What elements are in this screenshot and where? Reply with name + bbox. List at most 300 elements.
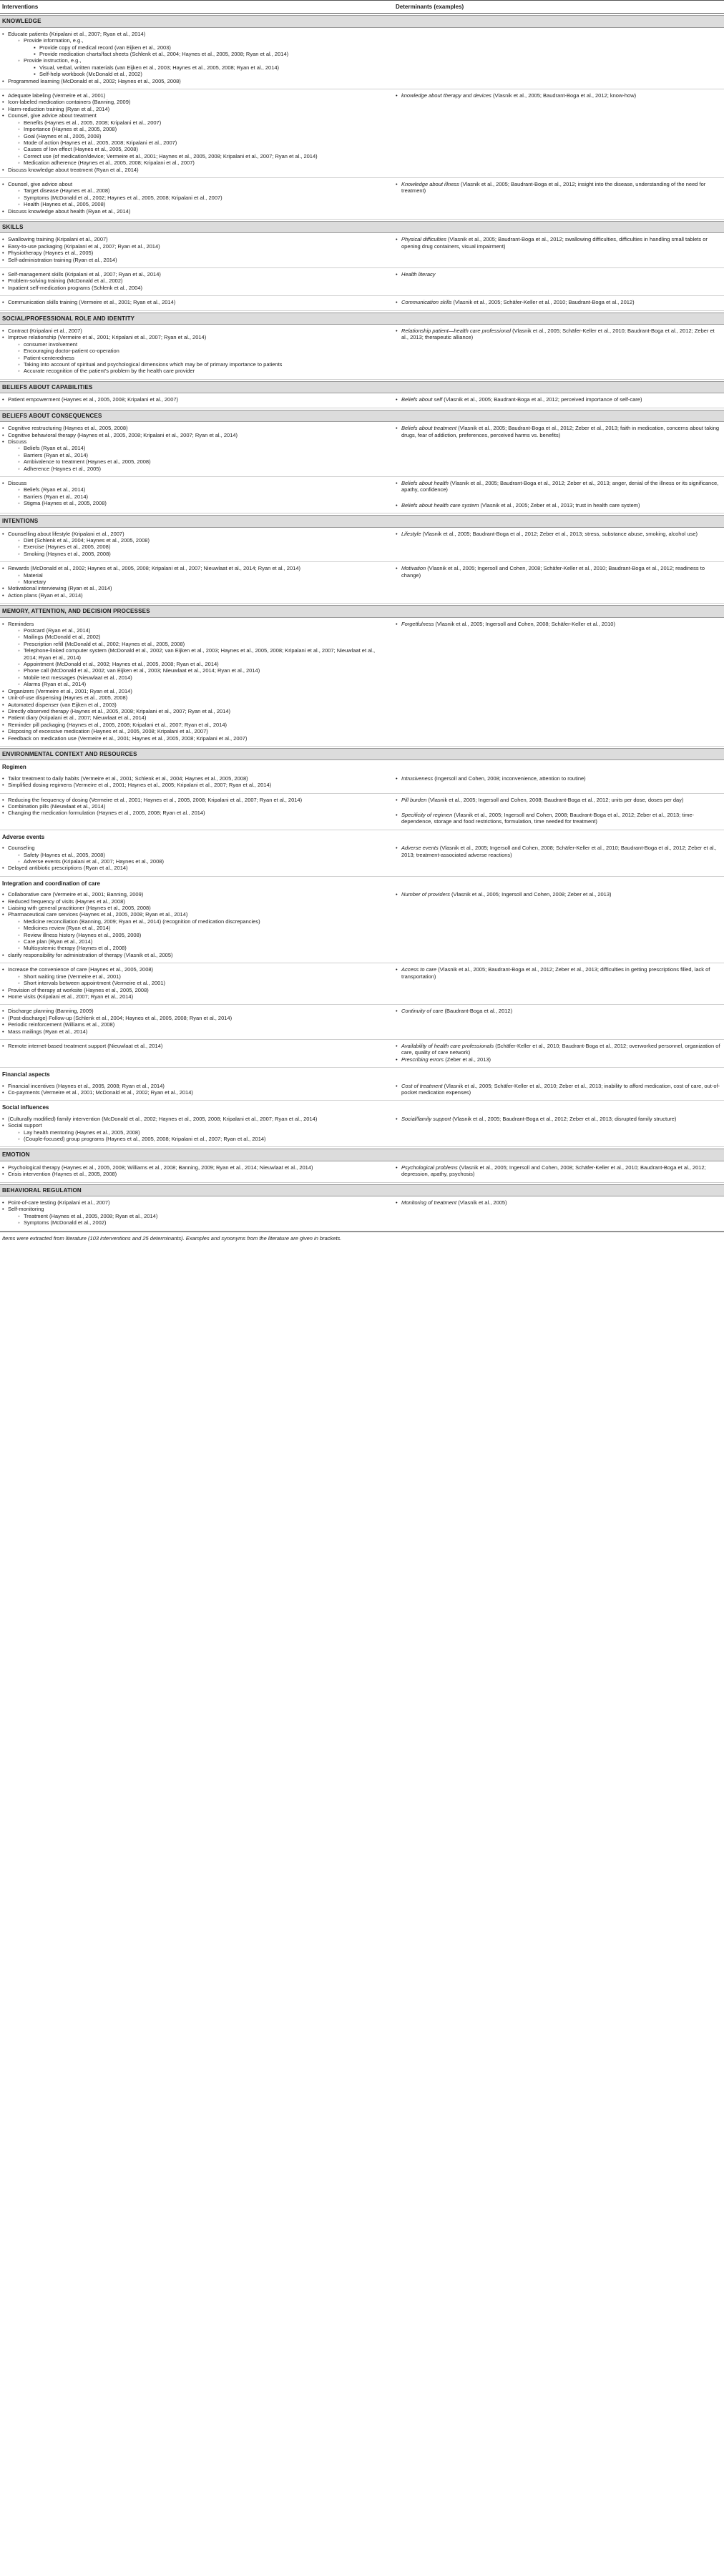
list-item-text: Provide copy of medical record (van Eijken et al., 2003) xyxy=(39,44,171,51)
list-item xyxy=(18,159,386,166)
list-item-text: Lay health mentoring (Haynes et al., 2005, 2008) xyxy=(24,1129,140,1136)
list-item-text: Automated dispenser (van Eijken et al., 2003) xyxy=(8,701,117,708)
determinant-group xyxy=(396,1083,722,1096)
determinant-text: Forgetfulness (Vlasnik et al., 2005; Ingersoll and Cohen, 2008; Schäfer-Keller et al., 2010) xyxy=(401,620,615,627)
determinant-group xyxy=(396,425,722,438)
determinant-item xyxy=(396,565,722,579)
determinant-text: Beliefs about health (Vlasnik et al., 2005; Baudrant-Boga et al., 2012; Zeber et al., 2013; anger, denial of the illness or its significance, apathy, confidence) xyxy=(401,479,719,493)
list-item xyxy=(18,661,386,667)
determinant-group xyxy=(396,181,722,195)
interventions-cell xyxy=(2,236,396,263)
list-item xyxy=(34,44,386,51)
determinant-text: Continuity of care (Baudrant-Boga et al., 2012) xyxy=(401,1008,513,1015)
list-item xyxy=(18,667,386,674)
list-item-text: Beliefs (Ryan et al., 2014) xyxy=(24,445,86,452)
list-item xyxy=(2,31,386,78)
list-item xyxy=(18,368,386,374)
table-row xyxy=(0,178,724,220)
list-item xyxy=(18,466,386,472)
determinant-group xyxy=(396,845,722,858)
interventions-cell xyxy=(2,480,396,508)
list-item xyxy=(2,585,386,591)
determinants-cell xyxy=(396,621,722,742)
list-item-text: Problem-solving training (McDonald et al., 2002) xyxy=(8,277,123,285)
determinant-list xyxy=(396,1164,722,1178)
determinant-list xyxy=(396,1043,722,1063)
table-row xyxy=(0,422,724,477)
list-item-text: Correct use (of medication/device; Vermeire et al., 2001; Haynes et al., 2005, 2008; Kripalani et al., 2007; Ryan et al., 2014) xyxy=(24,152,318,159)
list-item xyxy=(2,728,386,734)
determinant-group xyxy=(396,1008,722,1014)
interventions-cell xyxy=(2,775,396,789)
list-item-text: Pharmaceutical care services (Haynes et al., 2005, 2008; Ryan et al., 2014) xyxy=(8,911,188,918)
determinant-list xyxy=(396,1083,722,1096)
determinant-item xyxy=(396,812,722,825)
determinant-text: Knowledge about illness (Vlasnik et al., 2005; Baudrant-Boga et al., 2012; insight into the disease, understanding of the need for treatment) xyxy=(401,180,706,195)
list-item-text: Self-help workbook (McDonald et al., 2002) xyxy=(39,71,142,78)
list-item-text: Financial incentives (Haynes et al., 2005, 2008; Ryan et al., 2014) xyxy=(8,1082,165,1089)
interventions-cell xyxy=(2,92,396,173)
determinant-list xyxy=(396,621,722,627)
bullet-list xyxy=(2,92,386,173)
determinant-item xyxy=(396,531,722,537)
determinant-text: Access to care (Vlasnik et al., 2005; Baudrant-Boga et al., 2012; Zeber et al., 2013; difficulties in getting prescriptions filled, lack of transportation) xyxy=(401,966,710,980)
sub-list xyxy=(18,486,386,506)
determinant-text: Beliefs about self (Vlasnik et al., 2005; Baudrant-Boga et al., 2012; perceived importance of self-care) xyxy=(401,396,642,403)
list-item-text: Material xyxy=(24,571,43,579)
determinant-item xyxy=(396,1043,722,1056)
list-item xyxy=(2,1028,386,1035)
list-item xyxy=(2,250,386,256)
list-item-text: Crisis intervention (Haynes et al., 2005, 2008) xyxy=(8,1171,117,1178)
list-item-text: Discharge planning (Banning, 2009) xyxy=(8,1008,94,1015)
list-item-text: Reminder pill packaging (Haynes et al., 2005, 2008; Kripalani et al., 2007; Ryan et al., 2014) xyxy=(8,721,228,728)
list-item-text: Self-monitoring xyxy=(8,1206,44,1213)
list-item-text: Psychological therapy (Haynes et al., 2005, 2008; Williams et al., 2008; Banning, 2009; Ryan et al., 2014; Nieuwlaat et al., 2014) xyxy=(8,1164,313,1171)
sub-list xyxy=(18,445,386,472)
list-item-text: Discuss xyxy=(8,479,27,486)
interventions-cell xyxy=(2,31,396,84)
determinants-cell xyxy=(396,1043,722,1063)
bullet-list xyxy=(2,531,386,558)
determinant-text: Adverse events (Vlasnik et al., 2005; Ingersoll and Cohen, 2008; Schäfer-Keller et al., 2010; Baudrant-Boga et al., 2012; Zeber et al., 2013; treatment-associated adverse reactions) xyxy=(401,845,717,858)
list-item-text: Prescription refill (McDonald et al., 2002; Haynes et al., 2005, 2008) xyxy=(24,640,185,647)
list-item-text: consumer involvement xyxy=(24,340,78,348)
list-item-text: Medicine reconciliation (Banning, 2009; Ryan et al., 2014) (recognition of medication discrepancies) xyxy=(24,918,260,925)
determinant-list xyxy=(396,1116,722,1122)
determinants-cell xyxy=(396,891,722,958)
list-item-text: Safety (Haynes et al., 2005, 2008) xyxy=(24,851,105,858)
list-item xyxy=(2,99,386,105)
determinant-item xyxy=(396,92,722,99)
list-item-text: Health (Haynes et al., 2005, 2008) xyxy=(24,201,106,208)
list-item xyxy=(18,195,386,201)
list-item-text: Monetary xyxy=(24,579,47,585)
list-item-text: Co-payments (Vermeire et al., 2001; McDonald et al., 2002; Ryan et al., 2014) xyxy=(8,1088,193,1096)
list-item xyxy=(18,537,386,544)
list-item-text: Collaborative care (Vermeire et al., 2001; Banning, 2009) xyxy=(8,891,144,898)
list-item-text: (Post-discharge) Follow-up (Schlenk et al., 2004; Haynes et al., 2005, 2008; Ryan et al., 2014) xyxy=(8,1014,233,1021)
list-item xyxy=(34,64,386,71)
table-row xyxy=(0,268,724,296)
section-heading: BELIEFS ABOUT CONSEQUENCES xyxy=(0,410,724,422)
list-item-text: Reduced frequency of visits (Haynes et al., 2008) xyxy=(8,898,125,905)
table-row xyxy=(0,393,724,408)
table-body xyxy=(0,15,724,1231)
list-item xyxy=(18,634,386,640)
list-item-text: Mode of action (Haynes et al., 2005, 2008; Kripalani et al., 2007) xyxy=(24,139,177,146)
bullet-list xyxy=(2,31,386,84)
list-item-text: Provide information, e.g., xyxy=(24,37,84,44)
determinant-text: Number of providers (Vlasnik et al., 2005; Ingersoll and Cohen, 2008; Zeber et al., 2013) xyxy=(401,891,612,898)
interventions-cell xyxy=(2,966,396,1000)
determinant-item xyxy=(396,1056,722,1063)
bullet-list xyxy=(2,480,386,507)
list-item xyxy=(18,37,386,57)
determinant-text: Prescribing errors (Zeber et al., 2013) xyxy=(401,1056,491,1063)
list-item-text: Benefits (Haynes et al., 2005, 2008; Kripalani et al., 2007) xyxy=(24,119,162,126)
list-item-text: Patient diary (Kripalani et al., 2007; Nieuwlaat et al., 2014) xyxy=(8,714,147,722)
list-item xyxy=(34,71,386,77)
list-item-text: Medicines review (Ryan et al., 2014) xyxy=(24,925,111,932)
list-item-text: Barriers (Ryan et al., 2014) xyxy=(24,451,89,458)
list-item-text: Discuss knowledge about treatment (Ryan et al., 2014) xyxy=(8,166,139,173)
determinant-list xyxy=(396,425,722,438)
determinants-cell xyxy=(396,1199,722,1226)
list-item xyxy=(2,735,386,742)
list-item-text: Discuss xyxy=(8,438,27,445)
list-item-text: Simplified dosing regimens (Vermeire et al., 2001; Haynes et al., 2005; Kripalani et al., 2007; Ryan et al., 2014) xyxy=(8,782,272,789)
list-item xyxy=(2,911,386,951)
list-item-text: Barriers (Ryan et al., 2014) xyxy=(24,493,89,500)
list-item xyxy=(18,980,386,986)
list-item xyxy=(2,708,386,714)
determinant-text: Psychological problems (Vlasnik et al., 2005; Ingersoll and Cohen, 2008; Schäfer-Keller et al., 2010; Baudrant-Boga et al., 2012; depression, apathy, psychosis) xyxy=(401,1164,706,1178)
determinant-text: Monitoring of treatment (Vlasnik et al., 2005) xyxy=(401,1199,507,1206)
list-item xyxy=(18,452,386,458)
determinant-list xyxy=(396,271,722,277)
list-item-text: Mobile text messages (Nieuwlaat et al., 2014) xyxy=(24,674,132,681)
interventions-cell xyxy=(2,425,396,472)
list-item xyxy=(2,797,386,803)
list-item xyxy=(2,987,386,993)
determinant-list xyxy=(396,531,722,537)
list-item-text: Directly observed therapy (Haynes et al., 2005, 2008; Kripalani et al., 2007; Ryan et al., 2014) xyxy=(8,707,231,714)
list-item xyxy=(2,432,386,438)
bullet-list xyxy=(2,845,386,872)
list-item xyxy=(2,271,386,277)
list-item-text: Home visits (Kripalani et al., 2007; Ryan et al., 2014) xyxy=(8,993,134,1000)
list-item-text: Cognitive behavioral therapy (Haynes et al., 2005, 2008; Kripalani et al., 2007; Ryan et al., 2014) xyxy=(8,431,238,438)
determinants-cell xyxy=(396,181,722,215)
determinant-item xyxy=(396,1164,722,1178)
bullet-list xyxy=(2,396,386,403)
list-item xyxy=(18,139,386,146)
subsection-heading: Regimen xyxy=(2,764,26,771)
list-item xyxy=(2,865,386,871)
list-item xyxy=(2,722,386,728)
determinant-group xyxy=(396,797,722,825)
list-item xyxy=(34,51,386,57)
interventions-cell xyxy=(2,396,396,403)
table-row xyxy=(0,618,724,747)
list-item-text: Counsel, give advice about treatment xyxy=(8,112,97,119)
interventions-cell xyxy=(2,1043,396,1063)
determinants-cell xyxy=(396,1083,722,1096)
list-item xyxy=(18,493,386,500)
determinant-text: Motivation (Vlasnik et al., 2005; Ingersoll and Cohen, 2008; Schäfer-Keller et al., 2010; Baudrant-Boga et al., 2012; readiness to change) xyxy=(401,565,705,579)
list-item xyxy=(2,702,386,708)
bullet-list xyxy=(2,299,386,305)
sub-list xyxy=(34,44,386,58)
list-item-text: Goal (Haynes et al., 2005, 2008) xyxy=(24,132,102,139)
section-heading: SKILLS xyxy=(0,221,724,233)
list-item-text: Action plans (Ryan et al., 2014) xyxy=(8,591,83,599)
list-item-text: Stigma (Haynes et al., 2005, 2008) xyxy=(24,500,107,507)
list-item-text: Adverse events (Kripalani et al., 2007; Haynes et al., 2008) xyxy=(24,858,164,865)
list-item xyxy=(2,112,386,166)
bullet-list xyxy=(2,775,386,789)
determinant-text: Communication skills (Vlasnik et al., 2005; Schäfer-Keller et al., 2010; Baudrant-Boga et al., 2012) xyxy=(401,299,635,306)
list-item xyxy=(18,146,386,152)
list-item xyxy=(2,714,386,721)
list-item xyxy=(18,852,386,858)
table-row xyxy=(0,28,724,89)
determinant-item xyxy=(396,775,722,782)
list-item-text: Symptoms (McDonald et al., 2002; Haynes et al., 2005, 2008; Kripalani et al., 2007) xyxy=(24,194,222,201)
list-item xyxy=(2,243,386,250)
list-item xyxy=(18,641,386,647)
list-item xyxy=(2,898,386,905)
determinant-text: Health literacy xyxy=(401,271,436,277)
list-item xyxy=(18,341,386,348)
list-item-text: Accurate recognition of the patient's problem by the health care provider xyxy=(24,368,195,375)
determinants-cell xyxy=(396,1164,722,1178)
list-item xyxy=(2,181,386,208)
spacer xyxy=(396,803,722,812)
table-row xyxy=(0,528,724,563)
sub-list xyxy=(18,852,386,865)
determinants-cell xyxy=(396,531,722,558)
list-item-text: Remote internet-based treatment support (Nieuwlaat et al., 2014) xyxy=(8,1042,163,1049)
table-row xyxy=(0,325,724,380)
bullet-list xyxy=(2,1043,386,1049)
table-row xyxy=(0,233,724,268)
list-item-text: Swallowing training (Kripalani et al., 2007) xyxy=(8,236,108,243)
determinant-item xyxy=(396,480,722,493)
section-heading: EMOTION xyxy=(0,1149,724,1161)
list-item xyxy=(2,396,386,403)
determinant-text: Specificity of regimen (Vlasnik et al., 2005; Ingersoll and Cohen, 2008; Baudrant-Boga et al., 2012; Zeber et al., 2013; time-dependence, storage and food restrictions, formulation, time needed for treatment) xyxy=(401,811,694,825)
section-heading: BELIEFS ABOUT CAPABILITIES xyxy=(0,381,724,393)
determinant-text: Availability of health care professionals (Schäfer-Keller et al., 2010; Baudrant-Boga et al., 2012; overworked personnel, organization of care, quality of care network) xyxy=(401,1042,720,1056)
table-row xyxy=(0,794,724,830)
list-item xyxy=(18,932,386,938)
list-item xyxy=(2,1089,386,1096)
list-item-text: Rewards (McDonald et al., 2002; Haynes et al., 2005, 2008; Kripalani et al., 2007; Nieuwlaat et al., 2014; Ryan et al., 2014) xyxy=(8,565,300,572)
bullet-list xyxy=(2,1164,386,1178)
list-item-text: Self-administration training (Ryan et al., 2014) xyxy=(8,256,117,263)
list-item-text: Counsel, give advice about xyxy=(8,180,73,187)
list-item-text: Symptoms (McDonald et al., 2002) xyxy=(24,1219,107,1226)
list-item-text: Discuss knowledge about health (Ryan et al., 2014) xyxy=(8,207,131,215)
determinant-list xyxy=(396,181,722,195)
list-item-text: Smoking (Haynes et al., 2005, 2008) xyxy=(24,550,111,557)
list-item-text: Exercise (Haynes et al., 2005, 2008) xyxy=(24,544,111,551)
bullet-list xyxy=(2,1083,386,1096)
section-heading: BEHAVIORAL REGULATION xyxy=(0,1184,724,1196)
list-item xyxy=(2,236,386,242)
list-item-text: Beliefs (Ryan et al., 2014) xyxy=(24,486,86,493)
determinant-group xyxy=(396,299,722,305)
list-item-text: Periodic reinforcement (Williams et al., 2008) xyxy=(8,1021,115,1028)
determinant-list xyxy=(396,328,722,341)
list-item-text: Combination pills (Nieuwlaat et al., 2014) xyxy=(8,802,106,810)
list-item-text: Mass mailings (Ryan et al., 2014) xyxy=(8,1028,88,1035)
list-item xyxy=(2,905,386,911)
list-item xyxy=(2,277,386,284)
determinants-cell xyxy=(396,1116,722,1143)
list-item-text: clarify responsibility for administration of therapy (Vlasnik et al., 2005) xyxy=(8,951,173,958)
list-item-text: Point-of-care testing (Kripalani et al., 2007) xyxy=(8,1199,110,1206)
list-item xyxy=(2,1083,386,1089)
determinants-cell xyxy=(396,565,722,599)
list-item xyxy=(18,445,386,451)
determinant-item xyxy=(396,891,722,898)
determinant-item xyxy=(396,621,722,627)
interventions-cell xyxy=(2,845,396,872)
table-footnote: Items were extracted from literature (103 interventions and 25 determinants). Examples and synonyms from the literature are given in brackets. xyxy=(0,1232,724,1244)
bullet-list xyxy=(2,181,386,215)
determinant-text: Physical difficulties (Vlasnik et al., 2005; Baudrant-Boga et al., 2012; swallowing difficulties, difficulties in handling small tablets or opening drug containers, visual impairment) xyxy=(401,236,708,250)
list-item-text: Adequate labeling (Vermeire et al., 2001) xyxy=(8,92,106,99)
list-item xyxy=(2,810,386,816)
determinant-item xyxy=(396,1008,722,1014)
list-item xyxy=(18,153,386,159)
determinant-list xyxy=(396,845,722,858)
determinant-list xyxy=(396,480,722,493)
determinant-text: Lifestyle (Vlasnik et al., 2005; Baudrant-Boga et al., 2012; Zeber et al., 2013; stress, substance abuse, smoking, alcohol use) xyxy=(401,530,698,537)
list-item-text: Reducing the frequency of dosing (Vermeire et al., 2001; Haynes et al., 2005, 2008; Kripalani et al., 2007; Ryan et al., 2014) xyxy=(8,796,303,803)
interventions-cell xyxy=(2,328,396,375)
list-item xyxy=(2,592,386,599)
determinant-group xyxy=(396,236,722,250)
list-item xyxy=(2,952,386,958)
list-item xyxy=(2,891,386,898)
list-item-text: Reminders xyxy=(8,620,34,627)
determinant-text: Beliefs about treatment (Vlasnik et al., 2005; Baudrant-Boga et al., 2012; Zeber et al., 2013; faith in medication, concerns about taking drugs, fear of addiction, preferences, perceived harms vs. benefits) xyxy=(401,425,720,438)
list-item xyxy=(18,627,386,634)
list-item-text: Alarms (Ryan et al., 2014) xyxy=(24,681,87,688)
determinant-group xyxy=(396,1199,722,1206)
section-heading: MEMORY, ATTENTION, AND DECISION PROCESSES xyxy=(0,605,724,617)
list-item xyxy=(18,458,386,465)
determinant-item xyxy=(396,396,722,403)
list-item xyxy=(2,438,386,472)
list-item xyxy=(18,119,386,126)
list-item xyxy=(2,299,386,305)
table-row xyxy=(0,1040,724,1068)
determinant-list xyxy=(396,299,722,305)
list-item xyxy=(2,775,386,782)
interventions-cell xyxy=(2,1116,396,1143)
list-item xyxy=(2,425,386,431)
list-item xyxy=(18,355,386,361)
list-item-text: Phone call (McDonald et al., 2002; van Eijken et al., 2003; Nieuwlaat et al., 2014; Ryan et al., 2014) xyxy=(24,667,260,674)
list-item xyxy=(18,486,386,493)
determinant-text: knowledge about therapy and devices (Vlasnik et al., 2005; Baudrant-Boga et al., 2012; know-how) xyxy=(401,92,637,99)
determinant-text: Intrusiveness (Ingersoll and Cohen, 2008; inconvenience, attention to routine) xyxy=(401,775,586,782)
determinant-item xyxy=(396,299,722,305)
determinant-group xyxy=(396,271,722,277)
determinant-list xyxy=(396,502,722,508)
bullet-list xyxy=(2,891,386,958)
bullet-list xyxy=(2,328,386,375)
list-item-text: Disposing of excessive medication (Haynes et al., 2005, 2008; Kripalani et al., 2007) xyxy=(8,728,208,735)
interventions-header: Interventions xyxy=(2,4,39,10)
list-item xyxy=(2,480,386,507)
bullet-list xyxy=(2,425,386,472)
list-item xyxy=(18,133,386,139)
list-item-text: Easy-to-use packaging (Kripalani et al., 2007; Ryan et al., 2014) xyxy=(8,242,160,250)
determinants-cell xyxy=(396,425,722,472)
sub-list xyxy=(34,64,386,78)
list-item-text: Patient empowerment (Haynes et al., 2005, 2008; Kripalani et al., 2007) xyxy=(8,396,179,403)
interventions-cell xyxy=(2,181,396,215)
table-row xyxy=(0,562,724,604)
interventions-cell xyxy=(2,1008,396,1035)
determinant-text: Social/family support (Vlasnik et al., 2005; Baudrant-Boga et al., 2012; Zeber et al., 2013; disrupted family structure) xyxy=(401,1115,677,1122)
section-heading: ENVIRONMENTAL CONTEXT AND RESOURCES xyxy=(0,748,724,760)
determinants-cell xyxy=(396,92,722,173)
list-item xyxy=(18,973,386,980)
list-item xyxy=(2,966,386,986)
determinant-group xyxy=(396,1164,722,1178)
determinant-text: Relationship patient—health care professional (Vlasnik et al., 2005; Schäfer-Keller et al., 2010; Baudrant-Boga et al., 2012; Zeber et al., 2013; therapeutic alliance) xyxy=(401,328,715,341)
determinant-group xyxy=(396,891,722,898)
list-item xyxy=(18,1129,386,1136)
determinant-text: Beliefs about health care system (Vlasnik et al., 2005; Zeber et al., 2013; trust in health care system) xyxy=(401,501,640,508)
list-item-text: Medication adherence (Haynes et al., 2005, 2008; Kripalani et al., 2007) xyxy=(24,159,195,167)
determinant-list xyxy=(396,775,722,782)
determinants-cell xyxy=(396,328,722,375)
determinant-list xyxy=(396,966,722,980)
list-item xyxy=(2,285,386,291)
determinant-group xyxy=(396,1116,722,1122)
table-row xyxy=(0,1113,724,1148)
list-item-text: Multisystemic therapy (Haynes et al., 2008) xyxy=(24,945,127,952)
list-item-text: Diet (Schlenk et al., 2004; Haynes et al., 2005, 2008) xyxy=(24,536,150,544)
list-item-text: Ambivalence to treatment (Haynes et al., 2005, 2008) xyxy=(24,458,151,466)
list-item xyxy=(2,1164,386,1171)
table-row xyxy=(0,296,724,310)
determinant-group xyxy=(396,328,722,341)
list-item xyxy=(2,328,386,334)
determinant-item xyxy=(396,797,722,803)
list-item xyxy=(18,681,386,687)
spacer xyxy=(396,493,722,502)
list-item-text: Adherence (Haynes et al., 2005) xyxy=(24,465,101,472)
list-item-text: Changing the medication formulation (Haynes et al., 2005, 2008; Ryan et al., 2014) xyxy=(8,810,205,817)
list-item xyxy=(2,92,386,99)
bullet-list xyxy=(2,797,386,817)
list-item-text: Causes of low effect (Haynes et al., 2005, 2008) xyxy=(24,146,138,153)
list-item xyxy=(18,57,386,77)
list-item xyxy=(2,803,386,810)
list-item-text: Communication skills training (Vermeire et al., 2001; Ryan et al., 2014) xyxy=(8,299,176,306)
sub-list xyxy=(18,572,386,586)
determinant-text: Pill burden (Vlasnik et al., 2005; Ingersoll and Cohen, 2008; Baudrant-Boga et al., 2012; units per dose, doses per day) xyxy=(401,796,684,803)
